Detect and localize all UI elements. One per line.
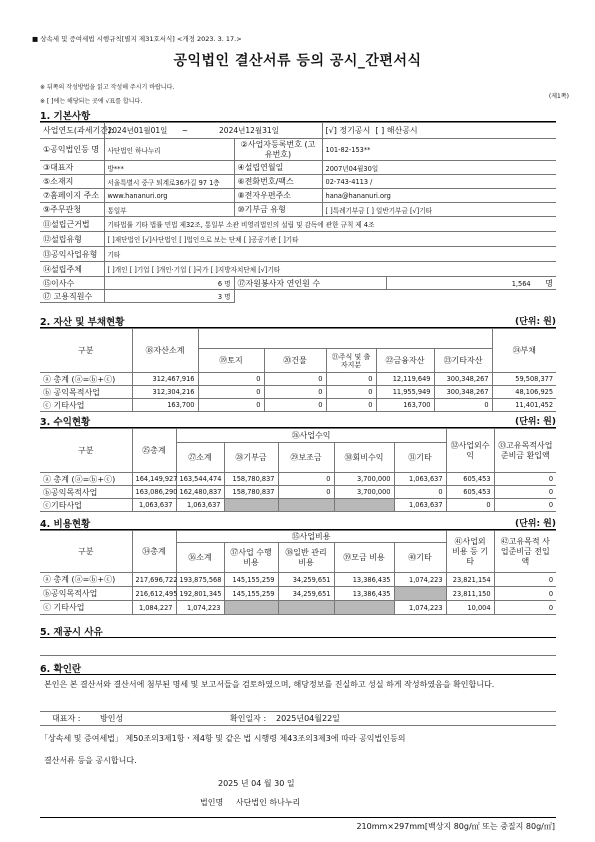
cell: 0 bbox=[494, 499, 556, 512]
cell: 12,119,649 bbox=[376, 373, 434, 386]
section-income-title-text: 3. 수익현황 bbox=[40, 417, 91, 428]
address-label: ⑤소재지 bbox=[40, 175, 104, 189]
disclosure-regular-checkbox[interactable]: [√] 정기공시 bbox=[325, 126, 371, 135]
section-income-unit: (단위: 원) bbox=[514, 417, 556, 427]
row-label: ⓑ공익목적사업 bbox=[40, 587, 132, 601]
table-row bbox=[40, 399, 556, 412]
income-header-membership: ㉚회비수익 bbox=[334, 443, 394, 473]
authority-value: 통일부 bbox=[104, 203, 234, 217]
assets-table bbox=[40, 328, 556, 412]
cell: 0 bbox=[264, 399, 326, 412]
note-checkbox: ※ [ ]에는 해당되는 곳에 √표를 합니다. bbox=[40, 98, 143, 105]
section-cost-title bbox=[40, 516, 556, 530]
table-row bbox=[40, 499, 556, 512]
cell: 192,801,345 bbox=[176, 587, 224, 601]
cost-header-subtotal: ㊱소계 bbox=[176, 543, 224, 573]
cell: 163,700 bbox=[132, 399, 198, 412]
cell: 163,086,290 bbox=[132, 486, 176, 499]
legal-text-line2: 결산서류 등을 공시합니다. bbox=[44, 756, 137, 765]
cell: 145,155,259 bbox=[224, 573, 278, 587]
income-header-nonbiz: ㉜사업외수익 bbox=[446, 429, 494, 473]
cell: 34,259,651 bbox=[278, 573, 334, 587]
cell: 0 bbox=[494, 587, 556, 601]
form-law-reference: ■ 상속세 및 증여세법 시행규칙[별지 제31호서식] <개정 2023. 3. 17.> bbox=[32, 35, 242, 43]
note-instruction: ※ 뒤쪽의 작성방법을 읽고 작성해 주시기 바랍니다. bbox=[40, 84, 175, 91]
corp-name-value: 사단법인 하나누리 bbox=[104, 139, 234, 161]
legal-text-line1: 「상속세 및 증여세법」 제50조의3제1항ㆍ제4항 및 같은 법 시행령 제43조의3제3에 따라 공익법인등의 bbox=[40, 734, 406, 743]
directors-value: 6 명 bbox=[104, 277, 234, 290]
cost-header-reserve: ㊷고유목적 사업준비금 전입액 bbox=[494, 531, 556, 573]
cell: 0 bbox=[434, 399, 492, 412]
directors-label: ⑮이사수 bbox=[40, 277, 104, 290]
period-start: 2024년01월01일 bbox=[107, 126, 168, 135]
income-header-division: 구분 bbox=[40, 429, 132, 473]
cell: 0 bbox=[326, 373, 376, 386]
cell: 0 bbox=[494, 473, 556, 486]
cell: 0 bbox=[326, 399, 376, 412]
cell: 23,821,154 bbox=[446, 573, 494, 587]
cell-disabled bbox=[278, 499, 334, 512]
address-value: 서울특별시 중구 퇴계로36가길 97 1층 bbox=[104, 175, 234, 189]
row-label: ⓐ 총계 (ⓐ=ⓑ+ⓒ) bbox=[40, 373, 132, 386]
cell: 0 bbox=[198, 386, 264, 399]
biz-type-label: ⑬공익사업유형 bbox=[40, 247, 104, 262]
row-label: ⓒ 기타사업 bbox=[40, 399, 132, 412]
cell-disabled bbox=[224, 499, 278, 512]
cell: 0 bbox=[198, 399, 264, 412]
page-title: 공익법인 결산서류 등의 공시_간편서식 bbox=[173, 53, 422, 69]
authority-label: ⑨주무관청 bbox=[40, 203, 104, 217]
cost-header-total: ㉞총계 bbox=[132, 531, 176, 573]
cell: 11,401,452 bbox=[492, 399, 556, 412]
founded-value: 2007년04월30일 bbox=[322, 161, 556, 175]
cell: 145,155,259 bbox=[224, 587, 278, 601]
cell: 13,386,435 bbox=[334, 587, 394, 601]
table-row bbox=[40, 573, 556, 587]
cell: 158,780,837 bbox=[224, 486, 278, 499]
law-value: 기타법률 기타 법률 민법 제32조, 통일부 소관 비영리법인의 설립 및 감독에 관한 규칙 제 4조 bbox=[104, 217, 556, 232]
confirm-rep-label: 대표자 : bbox=[52, 714, 81, 723]
income-header-total: ㉕총계 bbox=[132, 429, 176, 473]
volunteers-value: 1,564 bbox=[511, 279, 531, 288]
biz-type-value: 기타 bbox=[104, 247, 556, 262]
table-row bbox=[40, 473, 556, 486]
assets-header-financial: ㉒금융자산 bbox=[376, 349, 434, 373]
assets-header-liabilities: ㉔부채 bbox=[492, 329, 556, 373]
law-label: ⑪설립근거법 bbox=[40, 217, 104, 232]
row-label: ⓑ공익목적사업 bbox=[40, 486, 132, 499]
rep-value: 방*** bbox=[104, 161, 234, 175]
phone-value: 02-743-4113 / bbox=[322, 175, 556, 189]
period-range bbox=[104, 123, 322, 139]
cell: 3,700,000 bbox=[334, 473, 394, 486]
cell: 0 bbox=[326, 386, 376, 399]
corp-name-row bbox=[200, 797, 300, 808]
cell: 1,063,637 bbox=[132, 499, 176, 512]
phone-label: ⑥전화번호/팩스 bbox=[234, 175, 322, 189]
cell: 59,508,377 bbox=[492, 373, 556, 386]
disclosure-dissolution-checkbox[interactable]: [ ] 해산공시 bbox=[375, 126, 418, 135]
cost-header-exec: ㊲사업 수행비용 bbox=[224, 543, 278, 573]
cell: 0 bbox=[494, 573, 556, 587]
volunteers-label: ⑰자원봉사자 연인원 수 bbox=[234, 277, 386, 290]
cell: 1,063,637 bbox=[394, 499, 446, 512]
cost-header-division: 구분 bbox=[40, 531, 132, 573]
cell: 0 bbox=[198, 373, 264, 386]
income-header-subtotal: ㉗소계 bbox=[176, 443, 224, 473]
confirm-date-label: 확인일자 : bbox=[230, 714, 267, 723]
founded-label: ④설립연월일 bbox=[234, 161, 322, 175]
row-label: ⓐ 총계 (ⓐ=ⓑ+ⓒ) bbox=[40, 473, 132, 486]
cell: 23,811,150 bbox=[446, 587, 494, 601]
cell: 605,453 bbox=[446, 486, 494, 499]
corp-name-sign-value: 사단법인 하나누리 bbox=[235, 798, 301, 807]
cell: 163,700 bbox=[376, 399, 434, 412]
table-row bbox=[40, 373, 556, 386]
table-row bbox=[40, 601, 556, 615]
email-value: hana@hananuri.org bbox=[322, 189, 556, 203]
donation-type-label: ⑩기부금 유형 bbox=[234, 203, 322, 217]
assets-header-land: ⑲토지 bbox=[198, 349, 264, 373]
cost-header-nonbiz: ㊶사업외 비용 등 기타 bbox=[446, 531, 494, 573]
section-cost-title-text: 4. 비용현황 bbox=[40, 519, 91, 530]
cell: 193,875,568 bbox=[176, 573, 224, 587]
cell: 1,074,223 bbox=[394, 573, 446, 587]
disclosure-date: 2025 년 04 월 30 일 bbox=[218, 779, 295, 788]
employees-value: 3 명 bbox=[104, 290, 234, 303]
cell: 10,004 bbox=[446, 601, 494, 615]
income-header-subsidy: ㉙보조금 bbox=[278, 443, 334, 473]
assets-header-other: ㉓기타자산 bbox=[434, 349, 492, 373]
confirm-statement: 본인은 본 결산서와 결산서에 첨부된 명세 및 보고서들을 검토하였으며, 해당정보를 진실하고 성실 하게 작성하였음을 확인합니다. bbox=[44, 680, 495, 689]
cell: 13,386,435 bbox=[334, 573, 394, 587]
cell: 312,304,216 bbox=[132, 386, 198, 399]
cell: 3,700,000 bbox=[334, 486, 394, 499]
section-cost-unit: (단위: 원) bbox=[514, 519, 556, 529]
cell: 34,259,651 bbox=[278, 587, 334, 601]
bizno-label: ②사업자등록번호 (고유번호) bbox=[234, 139, 322, 161]
income-header-reserve: ㉝고유목적사업준비금 환입액 bbox=[494, 429, 556, 473]
period-label: 사업연도(과세기간): bbox=[40, 123, 104, 139]
cost-header-fundraising: ㊴모금 비용 bbox=[334, 543, 394, 573]
row-label: ⓑ 공익목적사업 bbox=[40, 386, 132, 399]
cell: 0 bbox=[394, 486, 446, 499]
volunteers-unit: 명 bbox=[545, 278, 554, 288]
table-row bbox=[40, 386, 556, 399]
cell: 216,612,495 bbox=[132, 587, 176, 601]
table-row bbox=[40, 486, 556, 499]
confirm-rep-value: 방인성 bbox=[100, 714, 124, 723]
cell: 163,544,474 bbox=[176, 473, 224, 486]
cell: 1,074,223 bbox=[176, 601, 224, 615]
section-assets-title bbox=[40, 314, 556, 328]
section-redisclosure-title: 5. 재공시 사유 bbox=[40, 627, 103, 638]
cell: 0 bbox=[278, 473, 334, 486]
rep-label: ③대표자 bbox=[40, 161, 104, 175]
cell: 1,063,637 bbox=[176, 499, 224, 512]
section-assets-unit: (단위: 원) bbox=[514, 317, 556, 327]
cell-disabled bbox=[224, 601, 278, 615]
volunteers-cell bbox=[386, 277, 556, 290]
cell: 0 bbox=[494, 486, 556, 499]
row-label: ⓒ기타사업 bbox=[40, 499, 132, 512]
confirm-date-value: 2025년04월22일 bbox=[276, 714, 340, 723]
assets-header-total: ⑱자산소계 bbox=[132, 329, 198, 373]
donation-type-value: [ ]특례기부금 [ ] 일반기부금 [√]기타 bbox=[322, 203, 556, 217]
cell: 0 bbox=[264, 373, 326, 386]
cell: 1,074,223 bbox=[394, 601, 446, 615]
assets-header-stock: ㉑주식 및 출자지분 bbox=[326, 349, 376, 373]
row-label: ⓒ 기타사업 bbox=[40, 601, 132, 615]
section-income-title bbox=[40, 414, 556, 428]
employees-label: ⑰ 고용직원수 bbox=[40, 290, 104, 303]
period-end: 2024년12월31일 bbox=[219, 126, 279, 135]
cell: 312,467,916 bbox=[132, 373, 198, 386]
income-table bbox=[40, 428, 556, 512]
founding-type-value: [ ]재단법인 [√]사단법인 [ ]법인으로 보는 단체 [ ]공공기관 [ ]기타 bbox=[104, 232, 556, 247]
section-confirm-title: 6. 확인란 bbox=[40, 664, 82, 675]
founder-value: [ ]개인 [ ]기업 [ ]개인·기업 [ ]국가 [ ]지방자치단체 [√]기타 bbox=[104, 262, 556, 277]
cell: 11,955,949 bbox=[376, 386, 434, 399]
table-row bbox=[40, 587, 556, 601]
cell: 300,348,267 bbox=[434, 386, 492, 399]
cell-disabled bbox=[334, 601, 394, 615]
cell: 164,149,927 bbox=[132, 473, 176, 486]
period-tilde: ~ bbox=[181, 126, 189, 135]
cell-disabled bbox=[394, 587, 446, 601]
paper-spec: 210mm×297mm[백상지 80g/㎡ 또는 중질지 80g/㎡] bbox=[356, 822, 555, 831]
page-number: (제1쪽) bbox=[548, 93, 569, 100]
bizno-value: 101-82-153** bbox=[322, 139, 556, 161]
row-label: ⓐ 총계 (ⓐ=ⓑ+ⓒ) bbox=[40, 573, 132, 587]
income-header-donation: ㉘기부금 bbox=[224, 443, 278, 473]
corp-name-label: ①공익법인등 명 bbox=[40, 139, 104, 161]
cell: 605,453 bbox=[446, 473, 494, 486]
cost-header-general: ㊳일반 관리비용 bbox=[278, 543, 334, 573]
cell: 0 bbox=[446, 499, 494, 512]
cell: 0 bbox=[264, 386, 326, 399]
homepage-label: ⑦홈페이지 주소 bbox=[40, 189, 104, 203]
cell-disabled bbox=[334, 499, 394, 512]
assets-header-building: ⑳건물 bbox=[264, 349, 326, 373]
founder-label: ⑭설립주체 bbox=[40, 262, 104, 277]
cell: 0 bbox=[494, 601, 556, 615]
basic-info-table bbox=[40, 122, 556, 303]
cell: 1,063,637 bbox=[394, 473, 446, 486]
cost-header-other: ㊵기타 bbox=[394, 543, 446, 573]
cell: 300,348,267 bbox=[434, 373, 492, 386]
cell: 217,696,722 bbox=[132, 573, 176, 587]
assets-header-division: 구분 bbox=[40, 329, 132, 373]
homepage-value: www.hananuri.org bbox=[104, 189, 234, 203]
income-header-other: ㉛기타 bbox=[394, 443, 446, 473]
cell: 1,084,227 bbox=[132, 601, 176, 615]
cell: 158,780,837 bbox=[224, 473, 278, 486]
cost-header-biz: ㉟사업비용 bbox=[176, 531, 446, 543]
section-basic-title: 1. 기본사항 bbox=[40, 111, 91, 122]
disclosure-type bbox=[322, 123, 556, 139]
cell: 0 bbox=[278, 486, 334, 499]
section-assets-title-text: 2. 자산 및 부채현황 bbox=[40, 317, 125, 328]
cell: 48,106,925 bbox=[492, 386, 556, 399]
confirm-signature-row bbox=[40, 711, 556, 726]
corp-name-sign-label: 법인명 bbox=[200, 798, 224, 807]
founding-type-label: ⑫설립유형 bbox=[40, 232, 104, 247]
cost-table bbox=[40, 530, 556, 615]
income-header-biz: ㉖사업수익 bbox=[176, 429, 446, 443]
email-label: ⑧전자우편주소 bbox=[234, 189, 322, 203]
cell-disabled bbox=[278, 601, 334, 615]
cell: 162,480,837 bbox=[176, 486, 224, 499]
